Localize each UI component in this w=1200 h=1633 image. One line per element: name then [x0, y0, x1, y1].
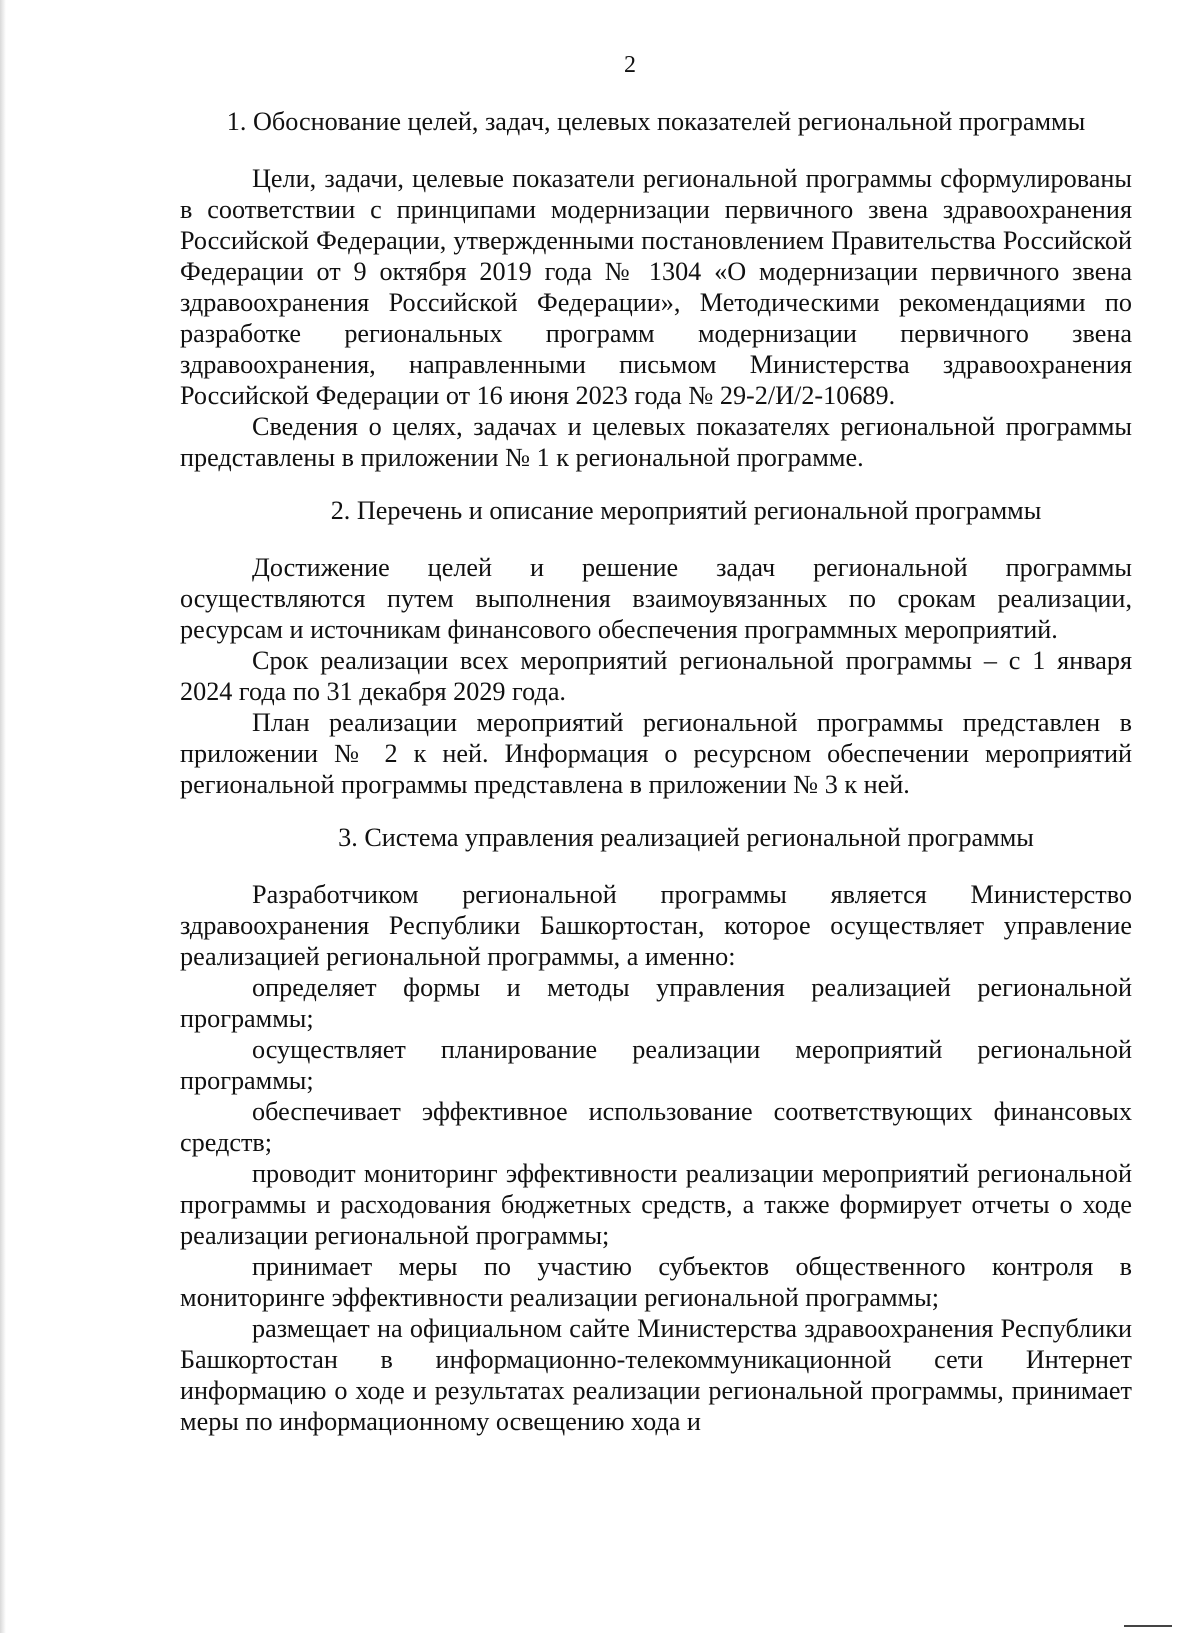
section-1-paragraph-2: Сведения о целях, задачах и целевых показателях региональной программы представлены в приложении № 1 к региональной программе.	[180, 412, 1132, 472]
section-2-paragraph-1: Достижение целей и решение задач региональной программы осуществляются путем выполнения взаимоувязанных по срокам реализации, ресурсам и источникам финансового обеспечения программных мероприятий.	[180, 553, 1132, 644]
page-number: 2	[624, 52, 636, 78]
section-3-paragraph-1: Разработчиком региональной программы является Министерство здравоохранения Республики Башкортостан, которое осуществляет управление реализацией региональной программы, а именно:	[180, 880, 1132, 971]
section-3	[180, 822, 1132, 1437]
section-2-heading: 2. Перечень и описание мероприятий региональной программы	[330, 496, 1042, 525]
section-3-paragraph-2: определяет формы и методы управления реализацией региональной программы;	[180, 973, 1132, 1033]
section-3-paragraph-5: проводит мониторинг эффективности реализации мероприятий региональной программы и расходования бюджетных средств, а также формирует отчеты о ходе реализации региональной программы;	[180, 1159, 1132, 1250]
section-3-paragraph-3: осуществляет планирование реализации мероприятий региональной программы;	[180, 1035, 1132, 1095]
section-2-paragraph-3: План реализации мероприятий региональной программы представлен в приложении № 2 к ней. Информация о ресурсном обеспечении мероприятий региональной программы представлена в приложении № 3 к ней.	[180, 708, 1132, 799]
document-body	[180, 100, 1132, 1437]
section-3-paragraph-7: размещает на официальном сайте Министерства здравоохранения Республики Башкортостан в информационно-телекоммуникационной сети Интернет информацию о ходе и результатах реализации региональной программы, принимает меры по информационному освещению хода и	[180, 1314, 1132, 1436]
scan-edge	[0, 0, 6, 1633]
section-3-heading: 3. Система управления реализацией региональной программы	[338, 823, 1034, 852]
section-1	[180, 106, 1132, 473]
section-2	[180, 495, 1132, 800]
section-3-paragraph-6: принимает меры по участию субъектов общественного контроля в мониторинге эффективности реализации региональной программы;	[180, 1252, 1132, 1312]
scan-footer-mark	[1124, 1625, 1172, 1627]
section-1-paragraph-1: Цели, задачи, целевые показатели региональной программы сформулированы в соответствии с принципами модернизации первичного звена здравоохранения Российской Федерации, утвержденными постановлением Правительства Российской Федерации от 9 октября 2019 года № 1304 «О модернизации первичного звена здравоохранения Российской Федерации», Методическими рекомендациями по разработке региональных программ модернизации первичного звена здравоохранения, направленными письмом Министерства здравоохранения Российской Федерации от 16 июня 2023 года № 29-2/И/2-10689.	[180, 164, 1132, 410]
section-3-paragraph-4: обеспечивает эффективное использование соответствующих финансовых средств;	[180, 1097, 1132, 1157]
section-1-heading: 1. Обоснование целей, задач, целевых показателей региональной программы	[226, 107, 1086, 136]
section-2-paragraph-2: Срок реализации всех мероприятий региональной программы – с 1 января 2024 года по 31 декабря 2029 года.	[180, 646, 1132, 706]
